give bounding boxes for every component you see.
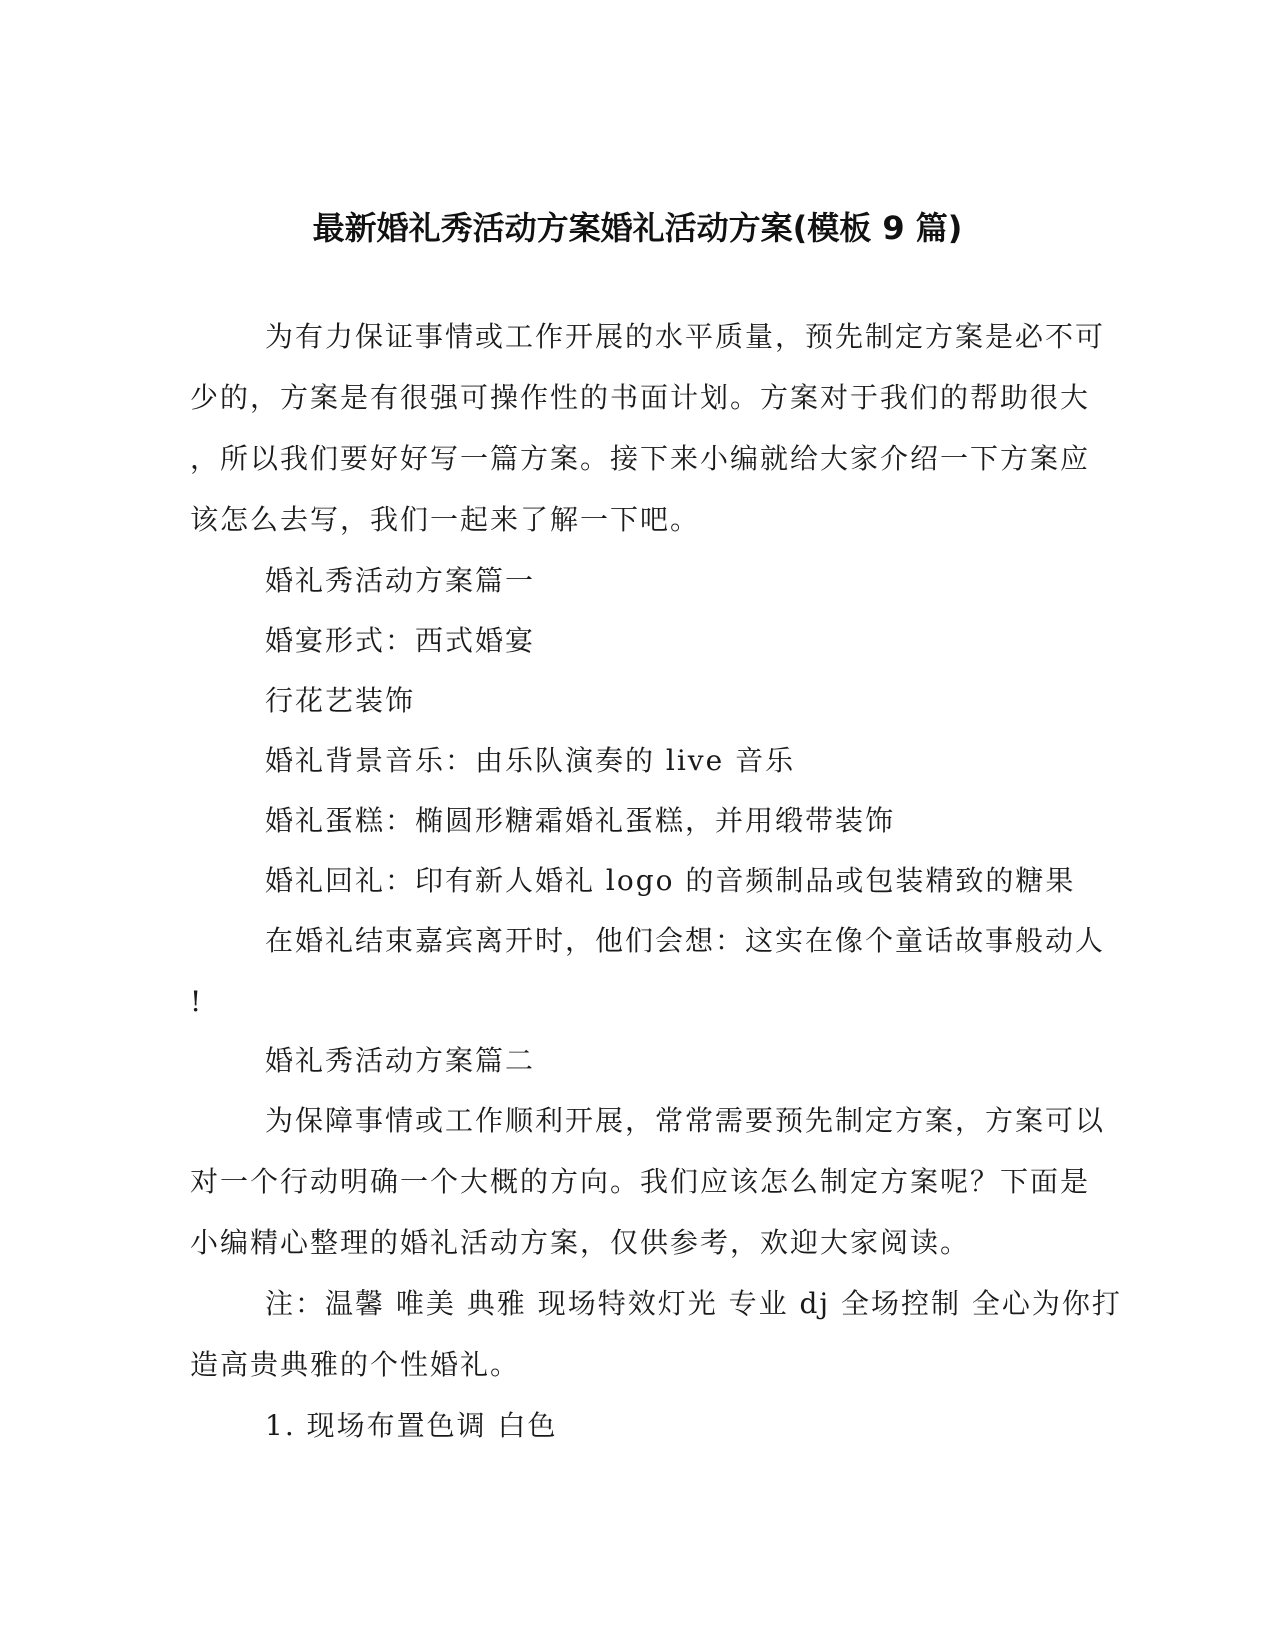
text-line: 造高贵典雅的个性婚礼。	[190, 1348, 521, 1381]
text-line: 少的，方案是有很强可操作性的书面计划。方案对于我们的帮助很大	[190, 381, 1091, 414]
section2-intro	[190, 1090, 1106, 1273]
text-line: 该怎么去写，我们一起来了解一下吧。	[190, 503, 701, 536]
section1-item: 婚礼背景音乐：由乐队演奏的 live 音乐	[265, 744, 796, 777]
section1-heading: 婚礼秀活动方案篇一	[265, 564, 536, 597]
section1-item: 婚宴形式：西式婚宴	[265, 624, 536, 657]
section1-closing	[190, 910, 1106, 1032]
text-line: 小编精心整理的婚礼活动方案，仅供参考，欢迎大家阅读。	[190, 1226, 971, 1259]
text-line: 为保障事情或工作顺利开展，常常需要预先制定方案，方案可以	[265, 1104, 1106, 1137]
text-line: 为有力保证事情或工作开展的水平质量，预先制定方案是必不可	[265, 320, 1106, 353]
intro-paragraph	[190, 306, 1106, 550]
text-line: ，所以我们要好好写一篇方案。接下来小编就给大家介绍一下方案应	[190, 442, 1091, 475]
section1-item: 婚礼蛋糕：椭圆形糖霜婚礼蛋糕，并用缎带装饰	[265, 804, 896, 837]
text-line: 注：温馨 唯美 典雅 现场特效灯光 专业 dj 全场控制 全心为你打	[265, 1287, 1122, 1320]
section2-note	[190, 1273, 1122, 1395]
section1-item: 行花艺装饰	[265, 684, 416, 717]
text-line: 对一个行动明确一个大概的方向。我们应该怎么制定方案呢？下面是	[190, 1165, 1091, 1198]
section2-heading: 婚礼秀活动方案篇二	[265, 1044, 536, 1077]
text-line: !	[190, 985, 204, 1018]
section1-item: 婚礼回礼：印有新人婚礼 logo 的音频制品或包装精致的糖果	[265, 864, 1076, 897]
document-title: 最新婚礼秀活动方案婚礼活动方案(模板 9 篇)	[312, 209, 963, 247]
text-line: 在婚礼结束嘉宾离开时，他们会想：这实在像个童话故事般动人	[265, 924, 1106, 957]
section2-item: 1. 现场布置色调 白色	[265, 1409, 558, 1442]
